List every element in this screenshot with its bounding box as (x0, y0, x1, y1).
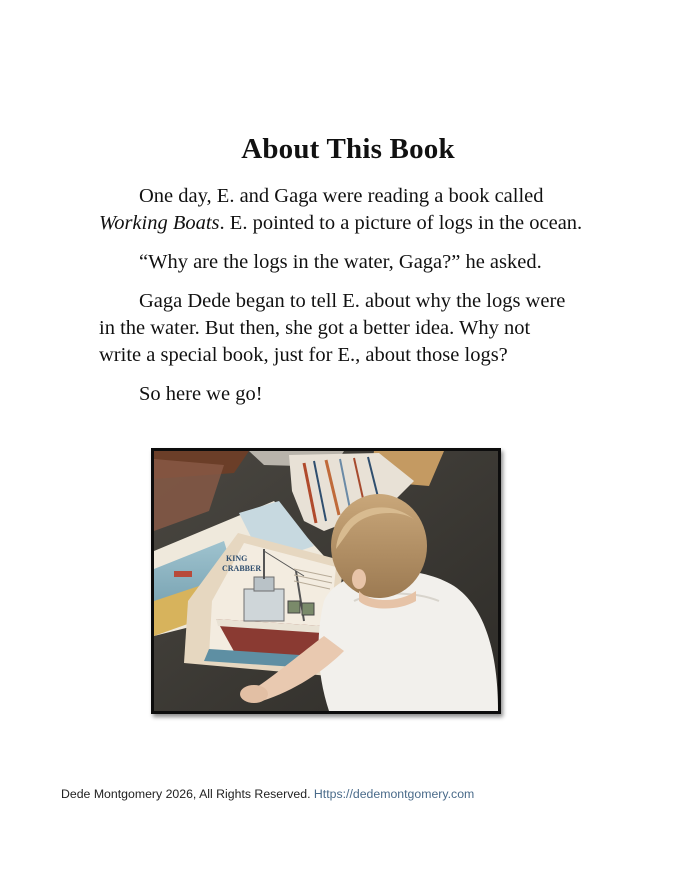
paragraph-line: write a special book, just for E., about those logs? (99, 344, 508, 366)
paragraph-line: Gaga Dede began to tell E. about why the logs were (139, 290, 566, 312)
book-title-italic: Working Boats (99, 212, 220, 234)
paragraph-line (99, 210, 609, 237)
book-label-line2: CRABBER (222, 564, 262, 573)
paragraph-1 (99, 183, 609, 237)
copyright-text: Dede Montgomery 2026, All Rights Reserved. (61, 787, 314, 801)
child-reading-photo (151, 448, 501, 714)
photo-illustration (154, 451, 498, 711)
paragraph-2 (99, 249, 609, 276)
paragraph-line: “Why are the logs in the water, Gaga?” he asked. (139, 251, 542, 273)
about-body (99, 183, 609, 420)
website-link[interactable]: Https://dedemontgomery.com (313, 787, 475, 801)
paragraph-line-rest: . E. pointed to a picture of logs in the ocean. (219, 212, 583, 234)
paragraph-3 (99, 288, 609, 369)
paragraph-line: in the water. But then, she got a better idea. Why not (99, 317, 531, 339)
page-title: About This Book (241, 133, 455, 165)
paragraph-line: So here we go! (139, 383, 263, 405)
paragraph-4 (99, 381, 609, 408)
paragraph-line: One day, E. and Gaga were reading a book called (139, 185, 544, 207)
book-label-line1: KING (226, 554, 248, 563)
footer (61, 787, 474, 801)
